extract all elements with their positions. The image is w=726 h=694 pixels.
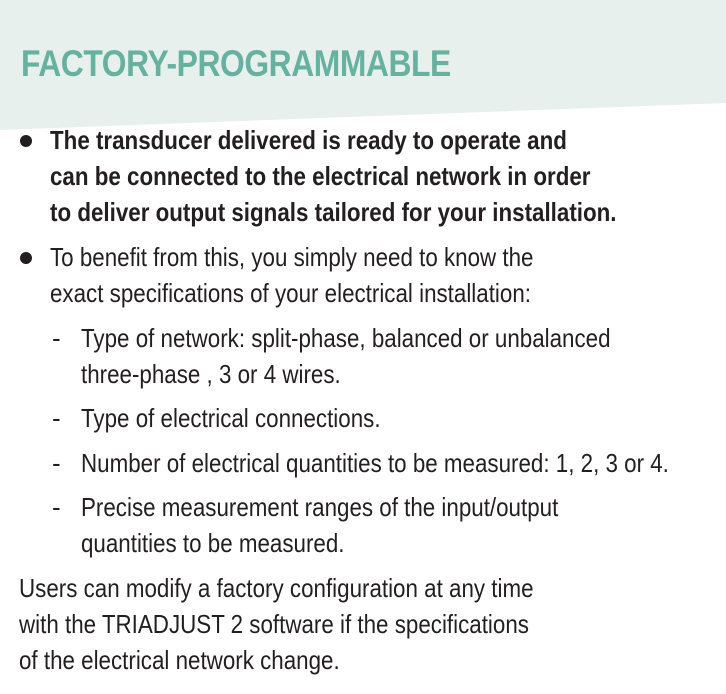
bullet-dot-1 (20, 135, 32, 147)
subitem-1-line-1: Type of network: split-phase, balanced or unbalanced (81, 323, 611, 353)
subitem-dash-2: - (52, 403, 61, 433)
subitem-3-line-1: Number of electrical quantities to be measured: 1, 2, 3 or 4. (81, 448, 669, 478)
bullet-2-line-2: exact specifications of your electrical installation: (50, 278, 531, 308)
closing-line-1: Users can modify a factory configuration at any time (19, 573, 534, 603)
subitem-2 (81, 400, 429, 436)
subitem-4 (81, 489, 636, 561)
bullet-2-line-1: To benefit from this, you simply need to know the (50, 242, 534, 272)
bullet-1-line-3: to deliver output signals tailored for your installation. (50, 197, 617, 227)
bullet-1-line-1: The transducer delivered is ready to operate and (50, 125, 567, 155)
closing-line-3: of the electrical network change. (19, 645, 340, 675)
closing-line-2: with the TRIADJUST 2 software if the specifications (19, 609, 529, 639)
subitem-dash-1: - (52, 323, 61, 353)
subitem-dash-4: - (52, 492, 61, 522)
subitem-4-line-1: Precise measurement ranges of the input/output (81, 492, 559, 522)
closing-paragraph (19, 570, 617, 678)
bullet-1-line-2: can be connected to the electrical network in order (50, 161, 591, 191)
subitem-2-line-1: Type of electrical connections. (81, 403, 381, 433)
bullet-dot-2 (20, 252, 32, 264)
bullet-1 (50, 122, 709, 230)
subitem-3 (81, 445, 726, 481)
subitem-4-line-2: quantities to be measured. (81, 528, 345, 558)
subitem-1 (81, 320, 697, 392)
subitem-dash-3: - (52, 448, 61, 478)
subitem-1-line-2: three-phase , 3 or 4 wires. (81, 359, 341, 389)
section-heading: FACTORY-PROGRAMMABLE (21, 43, 451, 84)
bullet-2 (50, 239, 612, 311)
